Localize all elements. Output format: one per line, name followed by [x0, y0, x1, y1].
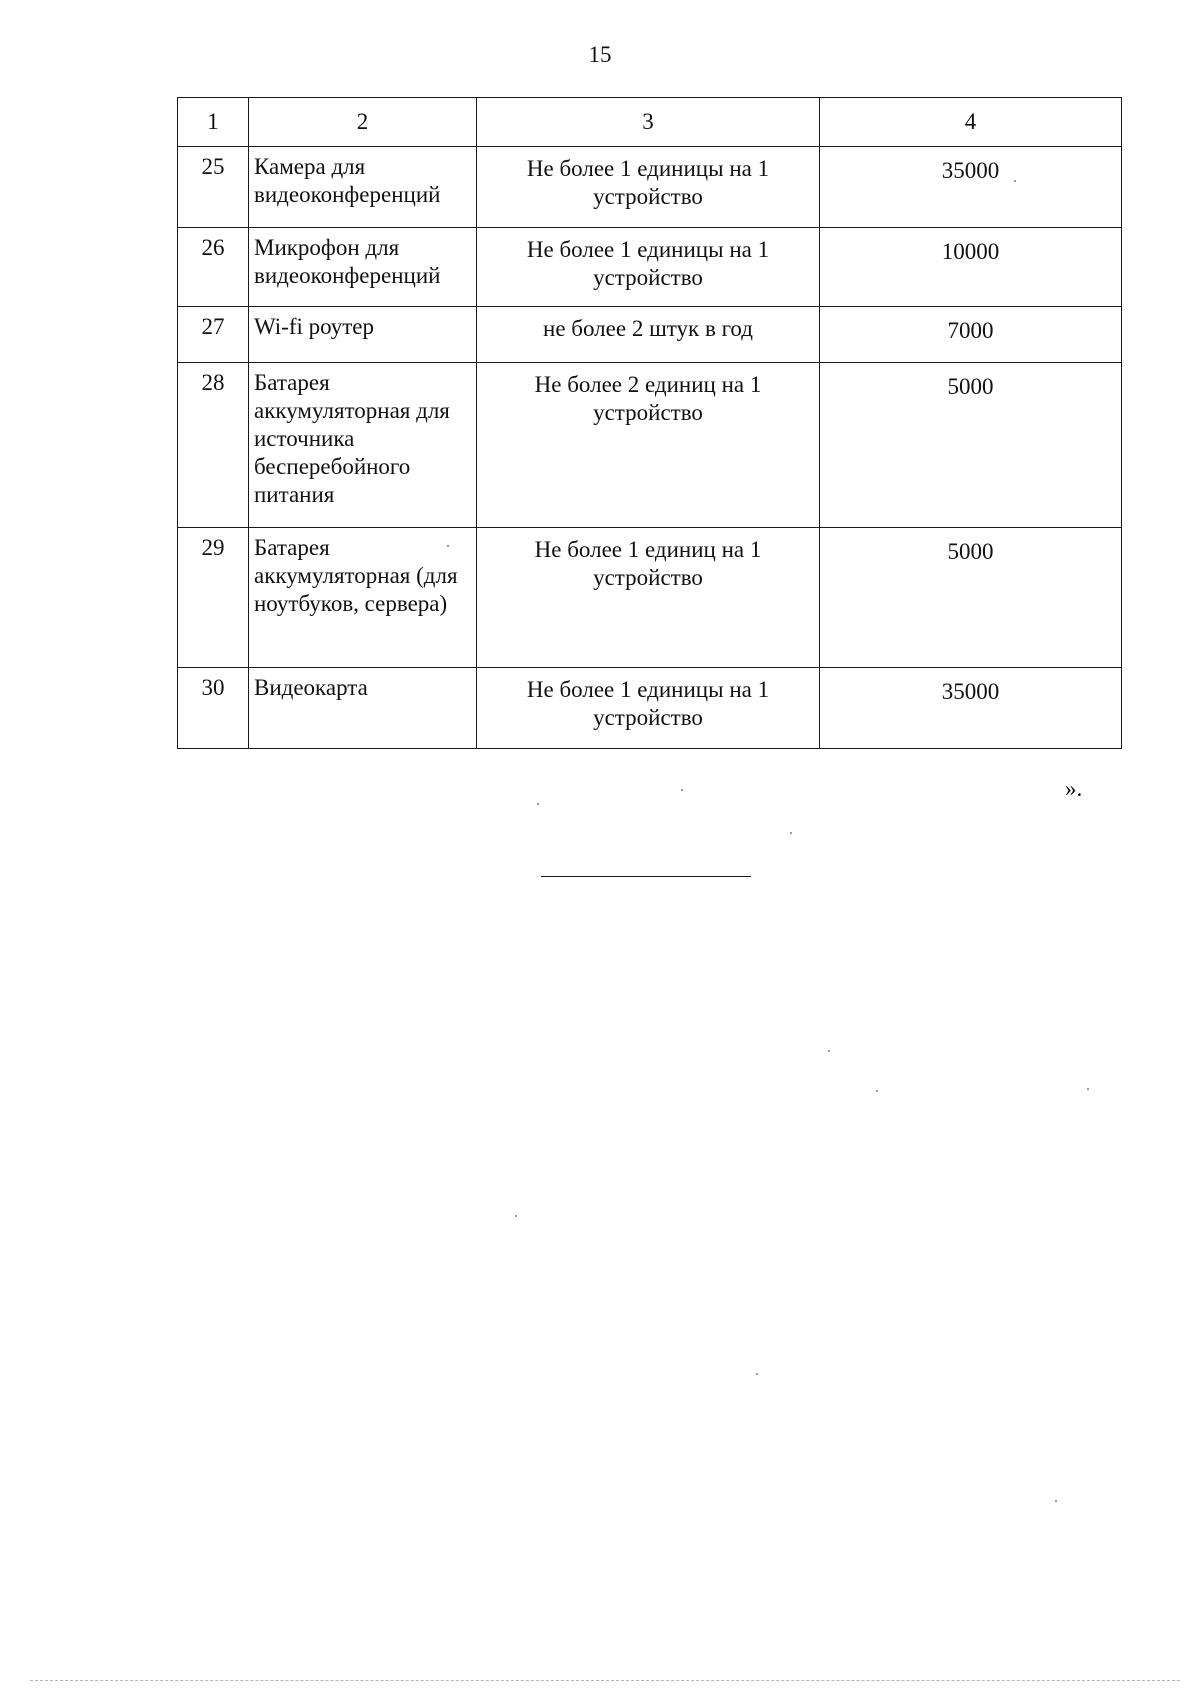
table-header-row	[178, 98, 1122, 147]
table-row	[178, 147, 1122, 228]
scan-speck	[681, 789, 683, 791]
column-header-4: 4	[820, 98, 1122, 147]
item-name: Батарея аккумуляторная для источника бесперебойного питания	[249, 363, 477, 528]
row-number: 29	[178, 528, 249, 668]
column-header-2: 2	[249, 98, 477, 147]
item-price: 35000	[820, 668, 1122, 749]
item-quantity-norm: Не более 1 единицы на 1 устройство	[477, 147, 820, 228]
item-quantity-norm: Не более 1 единицы на 1 устройство	[477, 668, 820, 749]
scan-speck	[876, 1090, 878, 1092]
item-price: 7000	[820, 307, 1122, 363]
end-of-document-rule	[541, 876, 751, 877]
scan-speck	[447, 545, 449, 547]
item-quantity-norm: Не более 1 единицы на 1 устройство	[477, 228, 820, 307]
item-name: Видеокарта	[249, 668, 477, 749]
item-name: Микрофон для видеоконференций	[249, 228, 477, 307]
column-header-1: 1	[178, 98, 249, 147]
item-price: 10000	[820, 228, 1122, 307]
item-price: 35000	[820, 147, 1122, 228]
row-number: 30	[178, 668, 249, 749]
row-number: 26	[178, 228, 249, 307]
scan-edge-noise	[30, 1680, 1180, 1681]
table-row	[178, 528, 1122, 668]
item-quantity-norm: не более 2 штук в год	[477, 307, 820, 363]
table-row	[178, 363, 1122, 528]
scan-speck	[828, 1050, 830, 1052]
item-price: 5000	[820, 528, 1122, 668]
row-number: 25	[178, 147, 249, 228]
scan-speck	[537, 803, 539, 805]
table-row	[178, 668, 1122, 749]
scan-speck	[515, 1215, 517, 1217]
closing-quote-mark: ».	[1065, 776, 1083, 801]
item-quantity-norm: Не более 1 единиц на 1 устройство	[477, 528, 820, 668]
column-header-3: 3	[477, 98, 820, 147]
row-number: 28	[178, 363, 249, 528]
item-name: Wi-fi роутер	[249, 307, 477, 363]
item-name: Батарея аккумуляторная (для ноутбуков, сервера)	[249, 528, 477, 668]
item-price: 5000	[820, 363, 1122, 528]
scan-speck	[1055, 1500, 1057, 1502]
page-number: 15	[588, 42, 612, 67]
table-row	[178, 228, 1122, 307]
item-name: Камера для видеоконференций	[249, 147, 477, 228]
table-row	[178, 307, 1122, 363]
item-quantity-norm: Не более 2 единиц на 1 устройство	[477, 363, 820, 528]
equipment-norms-table	[177, 97, 1122, 749]
scan-speck	[790, 832, 792, 834]
scan-speck	[756, 1373, 758, 1375]
row-number: 27	[178, 307, 249, 363]
scan-speck	[1014, 180, 1016, 182]
scan-speck	[1087, 1088, 1089, 1090]
